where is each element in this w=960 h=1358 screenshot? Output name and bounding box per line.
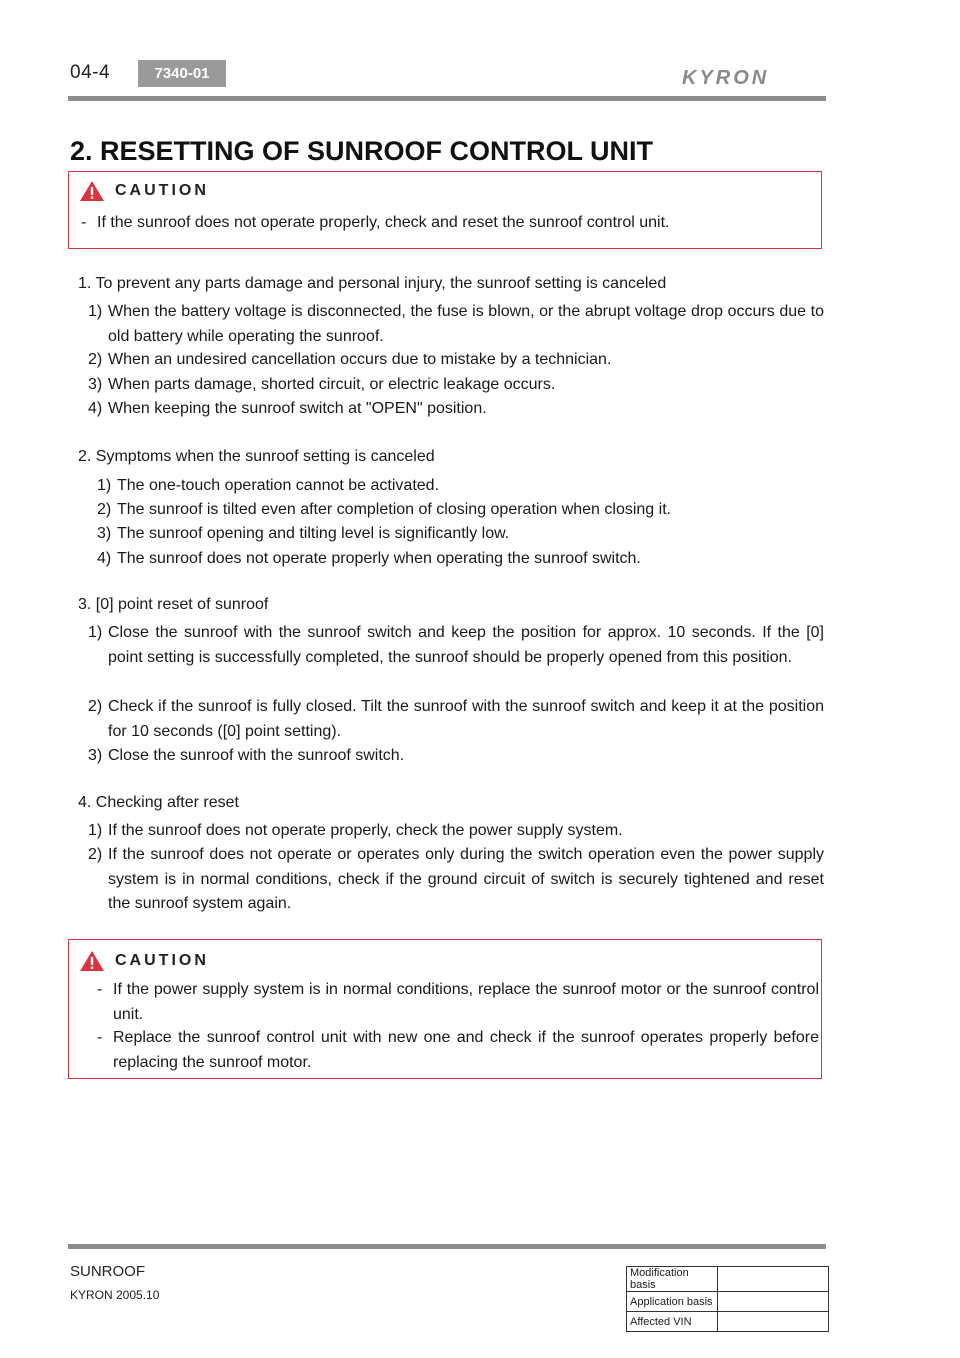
item-number: 3) [97, 525, 112, 542]
page-title: 2. RESETTING OF SUNROOF CONTROL UNIT [70, 136, 654, 166]
caution-header [79, 950, 209, 972]
table-value [718, 1312, 829, 1332]
caution-item-text: If the power supply system is in normal conditions, replace the sunroof motor or the sunroof control unit. [113, 981, 819, 1023]
list-item [88, 300, 824, 349]
section-heading-4: 4. Checking after reset [78, 794, 239, 811]
item-number: 2) [88, 351, 103, 368]
list-item [88, 621, 824, 670]
item-text: The sunroof opening and tilting level is significantly low. [117, 525, 510, 542]
item-text: When the battery voltage is disconnected, the fuse is blown, or the abrupt voltage drop occurs due to old battery while operating the sunroof. [108, 303, 824, 345]
item-text: The sunroof is tilted even after completion of closing operation when closing it. [117, 501, 672, 518]
item-text: Close the sunroof with the sunroof switch and keep the position for approx. 10 seconds. If the [0] point setting is successfully completed, the sunroof should be properly opened from this position. [108, 624, 824, 666]
caution-header [79, 180, 209, 202]
list-item [88, 695, 824, 744]
section-heading-1: 1. To prevent any parts damage and personal injury, the sunroof setting is canceled [78, 275, 667, 292]
item-number: 1) [88, 822, 103, 839]
bullet-dash: - [97, 1029, 103, 1046]
item-text: When parts damage, shorted circuit, or electric leakage occurs. [108, 376, 556, 393]
item-number: 1) [97, 477, 112, 494]
item-number: 3) [88, 376, 103, 393]
section-heading-3: 3. [0] point reset of sunroof [78, 596, 269, 613]
caution-item [81, 210, 797, 235]
page-number: 04-4 [70, 62, 111, 83]
list-item [88, 744, 824, 769]
item-text: If the sunroof does not operate properly, check the power supply system. [108, 822, 623, 839]
item-number: 1) [88, 303, 103, 320]
caution-item-text: If the sunroof does not operate properly, check and reset the sunroof control unit. [97, 214, 670, 231]
list-item [97, 547, 824, 572]
list-item [88, 843, 824, 917]
item-number: 4) [88, 400, 103, 417]
table-value [718, 1292, 829, 1312]
caution-item [97, 1025, 819, 1075]
footer-title: SUNROOF [70, 1263, 145, 1280]
item-number: 2) [88, 846, 103, 863]
item-number: 2) [97, 501, 112, 518]
caution-label: CAUTION [115, 952, 209, 969]
list-item [88, 397, 824, 422]
table-label: Affected VIN [627, 1312, 718, 1332]
caution-label: CAUTION [115, 182, 209, 199]
bullet-dash: - [97, 981, 103, 998]
revision-info-table [626, 1266, 829, 1332]
item-number: 3) [88, 747, 103, 764]
table-row [627, 1312, 829, 1332]
item-number: 4) [97, 550, 112, 567]
bullet-dash: - [81, 214, 87, 231]
logo-text: KYRON [682, 67, 770, 88]
top-rule [68, 96, 826, 101]
item-text: The sunroof does not operate properly when operating the sunroof switch. [117, 550, 641, 567]
warning-triangle-icon [79, 180, 105, 202]
list-item [88, 819, 824, 844]
item-text: Close the sunroof with the sunroof switch. [108, 747, 405, 764]
warning-triangle-icon [79, 950, 105, 972]
caution-item-text: Replace the sunroof control unit with new one and check if the sunroof operates properly before replacing the sunroof motor. [113, 1029, 819, 1071]
item-text: When keeping the sunroof switch at "OPEN" position. [108, 400, 487, 417]
item-number: 2) [88, 698, 103, 715]
list-item [88, 348, 824, 373]
caution-item [97, 977, 819, 1027]
caution-box-top [68, 171, 822, 249]
table-label: Application basis [627, 1292, 718, 1312]
section-code-tab: 7340-01 [138, 60, 226, 87]
kyron-logo [680, 66, 828, 88]
section-heading-2: 2. Symptoms when the sunroof setting is canceled [78, 448, 435, 465]
item-text: The one-touch operation cannot be activated. [117, 477, 439, 494]
item-text: If the sunroof does not operate or operates only during the switch operation even the power supply system is in normal conditions, check if the ground circuit of switch is securely tightened and reset the sunroof system again. [108, 846, 824, 912]
item-number: 1) [88, 624, 103, 641]
list-item [97, 474, 824, 499]
list-item [97, 522, 824, 547]
table-row [627, 1292, 829, 1312]
caution-box-bottom [68, 939, 822, 1079]
list-item [97, 498, 824, 523]
footer-subtitle: KYRON 2005.10 [70, 1288, 160, 1302]
table-value [718, 1267, 829, 1292]
item-text: Check if the sunroof is fully closed. Tilt the sunroof with the sunroof switch and keep it at the position for 10 seconds ([0] point setting). [108, 698, 824, 740]
list-item [88, 373, 824, 398]
bottom-rule [68, 1244, 826, 1249]
table-label: Modification basis [627, 1267, 718, 1292]
item-text: When an undesired cancellation occurs due to mistake by a technician. [108, 351, 612, 368]
table-row [627, 1267, 829, 1292]
